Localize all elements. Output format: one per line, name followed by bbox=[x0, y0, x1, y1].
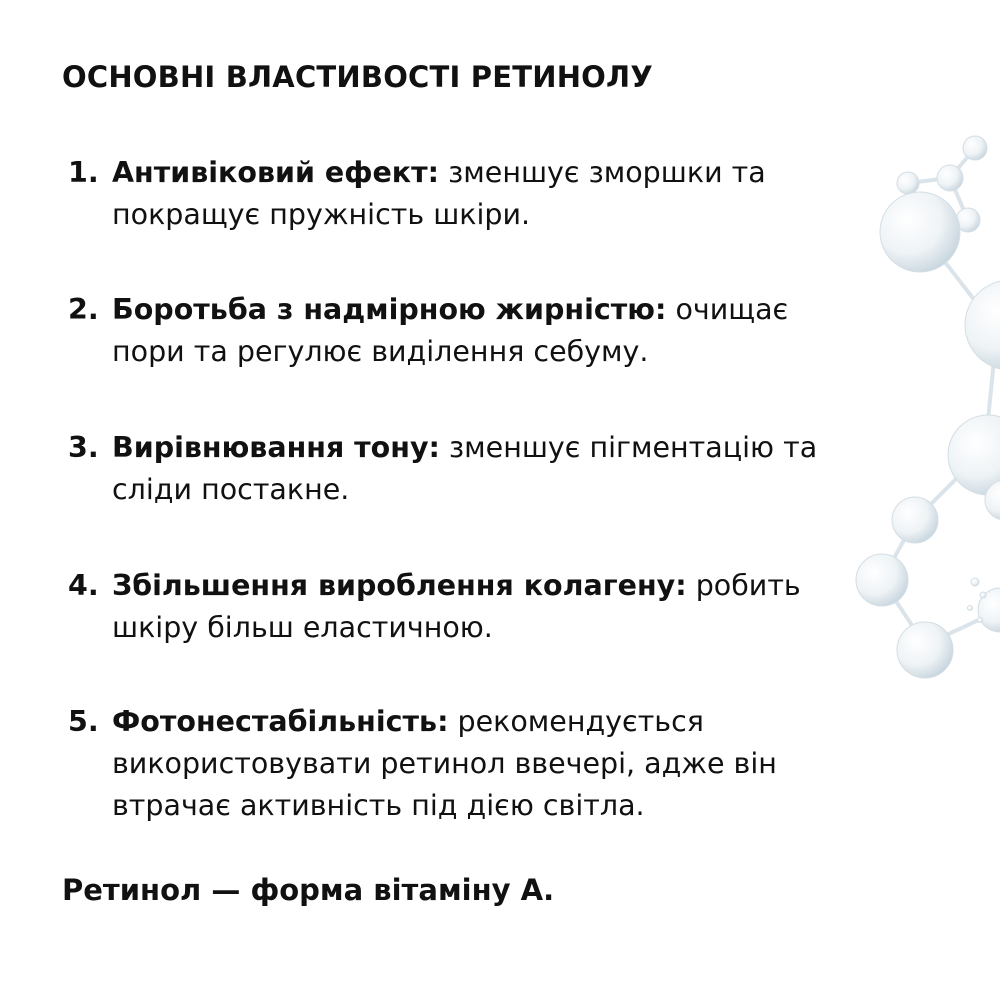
footer-note: Ретинол — форма вітаміну А. bbox=[62, 873, 555, 907]
item-text: зменшує зморшки та покращує пружність шкіри. bbox=[112, 156, 766, 231]
list-item bbox=[68, 427, 868, 511]
page-title: ОСНОВНІ ВЛАСТИВОСТІ РЕТИНОЛУ bbox=[62, 60, 653, 94]
item-number: 5. bbox=[68, 705, 99, 738]
list-item bbox=[68, 701, 828, 827]
item-term: Боротьба з надмірною жирністю: bbox=[112, 293, 667, 326]
item-number: 1. bbox=[68, 156, 99, 189]
item-term: Збільшення вироблення колагену: bbox=[112, 569, 687, 602]
item-text: рекомендується використовувати ретинол ввечері, адже він втрачає активність під дією світла. bbox=[112, 705, 777, 822]
list-item bbox=[68, 152, 868, 236]
item-number: 2. bbox=[68, 293, 99, 326]
item-text: зменшує пігментацію та сліди постакне. bbox=[112, 431, 818, 506]
item-number: 3. bbox=[68, 431, 99, 464]
item-term: Вирівнювання тону: bbox=[112, 431, 440, 464]
item-term: Антивіковий ефект: bbox=[112, 156, 440, 189]
item-term: Фотонестабільність: bbox=[112, 705, 449, 738]
list-item bbox=[68, 565, 868, 649]
item-text: очищає пори та регулює виділення себуму. bbox=[112, 293, 789, 368]
item-number: 4. bbox=[68, 569, 99, 602]
molecule-illustration bbox=[840, 120, 1000, 700]
item-text: робить шкіру більш еластичною. bbox=[112, 569, 801, 644]
list-item bbox=[68, 289, 868, 373]
